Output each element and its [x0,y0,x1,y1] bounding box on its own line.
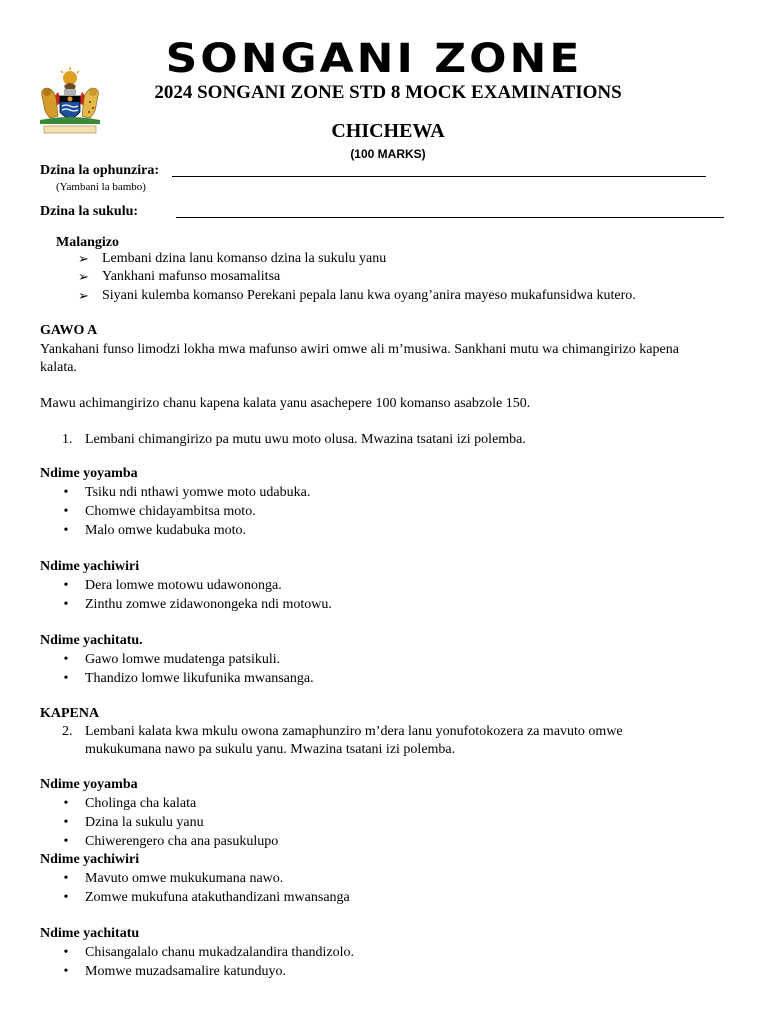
paragraph-heading: Ndime yachitatu [40,926,140,941]
bullet-icon: • [63,964,69,979]
school-name-label: Dzina la sukulu: [40,204,139,219]
arrow-bullet-icon: ➢ [78,251,89,266]
instruction-item: ➢ Siyani kulemba komanso Perekani pepala lanu kwa oyang’anira mayeso mukafunsidwa kutero. [78,288,636,303]
bullet-icon: • [63,671,69,686]
subject-title: CHICHEWA [331,120,445,142]
paragraph-heading: Ndime yoyamba [40,466,138,481]
or-separator: KAPENA [40,706,100,721]
candidate-name-field[interactable] [172,176,706,177]
question-text: Lembani kalata kwa mkulu owona zamaphunziro m’dera lanu yonufotokozera za mavuto omwe [85,724,623,739]
total-marks: (100 MARKS) [350,147,426,161]
bullet-item: • Tsiku ndi nthawi yomwe moto udabuka. [85,484,310,502]
bullet-item: • Momwe muzadsamalire katunduyo. [85,963,286,981]
bullet-item: • Mavuto omwe mukukumana nawo. [85,870,283,888]
bullet-icon: • [63,945,69,960]
instruction-item: ➢ Yankhani mafunso mosamalitsa [78,269,281,284]
bullet-icon: • [63,652,69,667]
paragraph-heading: Ndime yoyamba [40,777,138,792]
bullet-icon: • [63,578,69,593]
bullet-item: • Cholinga cha kalata [85,795,196,813]
question-text: Lembani chimangirizo pa mutu uwu moto olusa. Mwazina tsatani izi polemba. [85,432,526,447]
arrow-bullet-icon: ➢ [78,269,89,284]
candidate-name-hint: (Yambani la bambo) [56,181,146,193]
bullet-item: • Chomwe chidayambitsa moto. [85,503,256,521]
paragraph-heading: Ndime yachitatu. [40,633,143,648]
bullet-item: • Zomwe mukufuna atakuthandizani mwansanga [85,889,350,907]
question-number: 1. [62,432,73,447]
bullet-item: • Dera lomwe motowu udawononga. [85,577,282,595]
school-name-field[interactable] [176,217,724,218]
bullet-item: • Chisangalalo chanu mukadzalandira thandizolo. [85,944,354,962]
bullet-item: • Thandizo lomwe likufunika mwansanga. [85,670,314,688]
section-intro-line: kalata. [40,360,77,375]
paragraph-heading: Ndime yachiwiri [40,852,140,867]
bullet-icon: • [63,485,69,500]
candidate-name-label: Dzina la ophunzira: [40,163,160,178]
bullet-icon: • [63,796,69,811]
coat-of-arms-logo [34,66,106,138]
bullet-icon: • [63,523,69,538]
bullet-icon: • [63,890,69,905]
bullet-icon: • [63,815,69,830]
bullet-item: • Gawo lomwe mudatenga patsikuli. [85,651,280,669]
bullet-item: • Chiwerengero cha ana pasukulupo [85,833,278,851]
length-note: Mawu achimangirizo chanu kapena kalata yanu asachepere 100 komanso asabzole 150. [40,396,531,411]
section-heading: GAWO A [40,323,98,338]
question-text: mukukumana nawo pa sukulu yanu. Mwazina tsatani izi polemba. [85,742,456,757]
bullet-icon: • [63,871,69,886]
arrow-bullet-icon: ➢ [78,288,89,303]
bullet-item: • Zinthu zomwe zidawonongeka ndi motowu. [85,596,332,614]
exam-title: 2024 SONGANI ZONE STD 8 MOCK EXAMINATIONS [154,82,622,103]
bullet-icon: • [63,834,69,849]
bullet-item: • Dzina la sukulu yanu [85,814,204,832]
instruction-item: ➢ Lembani dzina lanu komanso dzina la sukulu yanu [78,251,387,266]
bullet-icon: • [63,597,69,612]
bullet-icon: • [63,504,69,519]
instructions-heading: Malangizo [56,235,119,250]
section-intro-line: Yankahani funso limodzi lokha mwa mafunso awiri omwe ali m’musiwa. Sankhani mutu wa chimangirizo kapena [40,342,679,357]
zone-title: SONGANI ZONE [165,35,583,82]
question-number: 2. [62,724,73,739]
paragraph-heading: Ndime yachiwiri [40,559,140,574]
bullet-item: • Malo omwe kudabuka moto. [85,522,246,540]
